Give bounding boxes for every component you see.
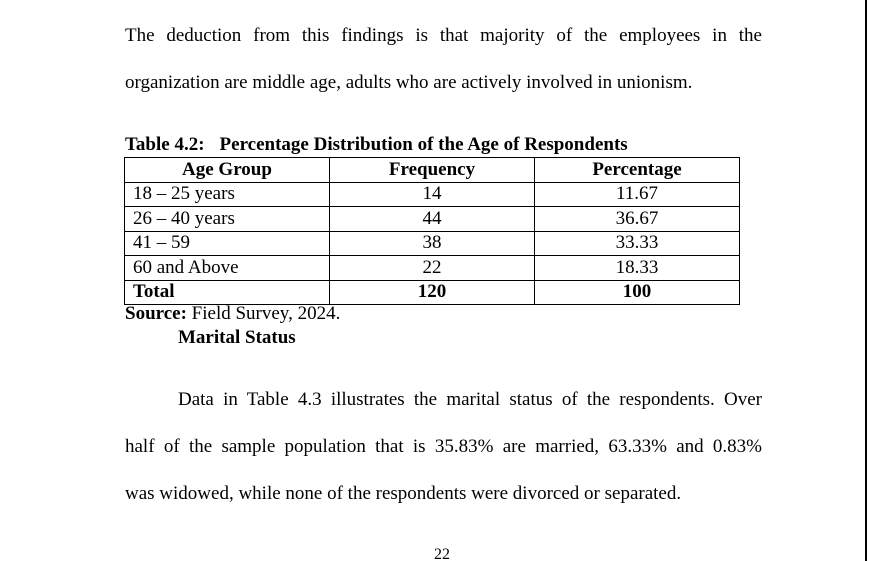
age-group-cell: 18 – 25 years xyxy=(125,182,330,207)
table-caption-title: Percentage Distribution of the Age of Respondents xyxy=(219,134,628,155)
source-label: Source: xyxy=(125,303,187,324)
table-caption xyxy=(125,134,628,156)
page-number: 22 xyxy=(434,546,450,561)
total-frequency-cell: 120 xyxy=(330,280,535,305)
body-line-2: half of the sample population that is 35.83% are married, 63.33% and 0.83% xyxy=(125,436,762,457)
header-frequency: Frequency xyxy=(330,158,535,183)
age-group-cell: 60 and Above xyxy=(125,256,330,281)
frequency-cell: 22 xyxy=(330,256,535,281)
percentage-cell: 36.67 xyxy=(535,207,740,232)
header-percentage: Percentage xyxy=(535,158,740,183)
table-row xyxy=(125,256,740,281)
total-percentage-cell: 100 xyxy=(535,280,740,305)
age-group-cell: 26 – 40 years xyxy=(125,207,330,232)
table-total-row xyxy=(125,280,740,305)
body-line-1: Data in Table 4.3 illustrates the marital status of the respondents. Over xyxy=(178,389,762,410)
table-row xyxy=(125,207,740,232)
frequency-cell: 38 xyxy=(330,231,535,256)
age-group-cell: 41 – 59 xyxy=(125,231,330,256)
percentage-cell: 11.67 xyxy=(535,182,740,207)
body-line-3: was widowed, while none of the respondents were divorced or separated. xyxy=(125,483,682,504)
source-text: Field Survey, 2024. xyxy=(186,303,341,324)
header-age-group: Age Group xyxy=(125,158,330,183)
frequency-cell: 14 xyxy=(330,182,535,207)
table-row xyxy=(125,231,740,256)
frequency-cell: 44 xyxy=(330,207,535,232)
table-row xyxy=(125,182,740,207)
age-distribution-table xyxy=(124,157,740,305)
table-caption-number: Table 4.2: xyxy=(125,134,205,155)
table-source-note xyxy=(125,303,340,325)
total-label-cell: Total xyxy=(125,280,330,305)
page-edge-rule xyxy=(865,0,867,561)
percentage-cell: 33.33 xyxy=(535,231,740,256)
intro-line-2: organization are middle age, adults who are actively involved in unionism. xyxy=(125,72,693,93)
table-header-row xyxy=(125,158,740,183)
section-heading: Marital Status xyxy=(178,327,296,348)
percentage-cell: 18.33 xyxy=(535,256,740,281)
intro-line-1: The deduction from this findings is that majority of the employees in the xyxy=(125,25,762,46)
